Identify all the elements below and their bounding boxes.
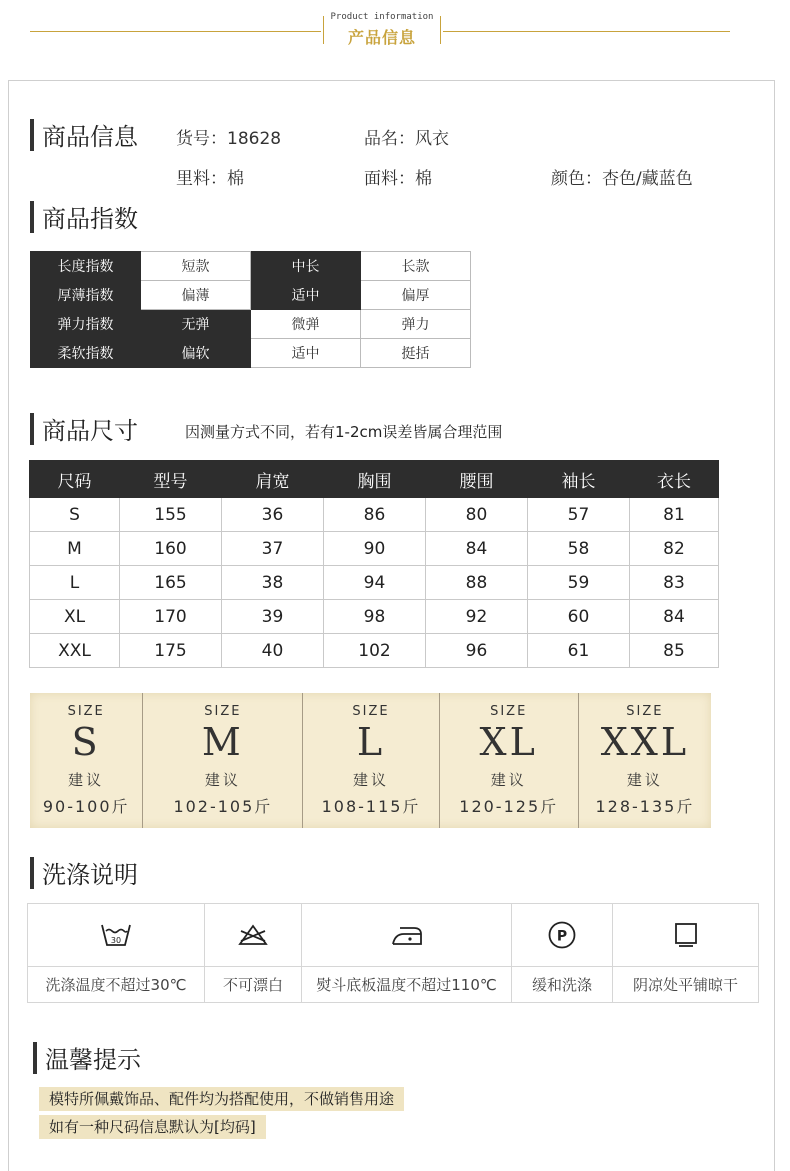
size-cell: 36 (222, 498, 324, 532)
size-cell: 160 (120, 532, 222, 566)
size-cell: M (30, 532, 120, 566)
size-cell: S (30, 498, 120, 532)
size-cell: XL (30, 600, 120, 634)
size-cell: 84 (426, 532, 528, 566)
header-bracket-right (440, 16, 441, 44)
dry-flat-cell (613, 904, 759, 967)
index-option: 偏软 (141, 339, 251, 368)
dry-flat-icon (672, 921, 700, 949)
fabric-material: 面料：棉 (364, 169, 432, 189)
size-letter: L (356, 720, 386, 764)
suggest-label: 建议 (490, 771, 527, 789)
size-cell: XXL (30, 634, 120, 668)
wash-instruction-text: 缓和洗涤 (512, 967, 613, 1003)
size-cell: 59 (528, 566, 630, 600)
index-option: 短款 (141, 252, 251, 281)
wash-cell (28, 904, 205, 967)
size-cell: 80 (426, 498, 528, 532)
size-label: SIZE (204, 704, 242, 719)
size-label: SIZE (490, 704, 528, 719)
size-cell: 84 (630, 600, 719, 634)
size-label: SIZE (67, 704, 105, 719)
size-cell: 170 (120, 600, 222, 634)
wash-instruction-text: 不可漂白 (205, 967, 302, 1003)
size-cell: 86 (324, 498, 426, 532)
header-english: Product information (330, 12, 434, 22)
size-cell: 90 (324, 532, 426, 566)
svg-text:30: 30 (110, 936, 122, 945)
size-cell: 37 (222, 532, 324, 566)
index-option: 微弹 (251, 310, 361, 339)
index-option: 无弹 (141, 310, 251, 339)
size-suggestion (142, 693, 302, 828)
size-suggestion (30, 693, 142, 828)
size-cell: 39 (222, 600, 324, 634)
no-bleach-cell (205, 904, 302, 967)
size-column-header: 袖长 (528, 461, 630, 498)
size-cell: 96 (426, 634, 528, 668)
size-cell: 81 (630, 498, 719, 532)
index-option: 中长 (251, 252, 361, 281)
index-option: 长款 (361, 252, 471, 281)
index-row (31, 339, 471, 368)
index-heading: 商品指数 (30, 199, 138, 234)
wash-heading: 洗涤说明 (30, 855, 138, 890)
index-label: 长度指数 (31, 252, 141, 281)
size-cell: 92 (426, 600, 528, 634)
size-cell: 82 (630, 532, 719, 566)
size-suggestion (578, 693, 711, 828)
table-row (30, 600, 719, 634)
product-name: 品名：风衣 (364, 129, 449, 149)
product-info-heading: 商品信息 (30, 117, 138, 152)
tip-line-2: 如有一种尺码信息默认为[均码] (39, 1115, 266, 1139)
index-row (31, 252, 471, 281)
size-label: SIZE (352, 704, 390, 719)
size-cell: 94 (324, 566, 426, 600)
size-table (29, 460, 719, 668)
size-cell: 98 (324, 600, 426, 634)
weight-range: 120-125斤 (459, 797, 559, 816)
size-column-header: 胸围 (324, 461, 426, 498)
dry-clean-p-icon (547, 920, 577, 950)
page-header (0, 0, 790, 70)
iron-cell (302, 904, 512, 967)
suggest-label: 建议 (353, 771, 390, 789)
size-cell: 60 (528, 600, 630, 634)
size-suggestion (302, 693, 438, 828)
size-suggestion (439, 693, 578, 828)
size-cell: 85 (630, 634, 719, 668)
index-option: 适中 (251, 339, 361, 368)
weight-range: 128-135斤 (595, 797, 695, 816)
wash-instruction-text: 阴凉处平铺晾干 (613, 967, 759, 1003)
index-option: 挺括 (361, 339, 471, 368)
weight-range: 108-115斤 (321, 797, 421, 816)
table-row (30, 498, 719, 532)
size-cell: 38 (222, 566, 324, 600)
iron-icon (390, 922, 424, 948)
item-number: 货号：18628 (176, 129, 282, 149)
index-label: 柔软指数 (31, 339, 141, 368)
gentle-wash-cell (512, 904, 613, 967)
suggest-label: 建议 (626, 771, 663, 789)
size-cell: 57 (528, 498, 630, 532)
header-divider-right (443, 31, 730, 32)
size-column-header: 衣长 (630, 461, 719, 498)
index-option: 偏厚 (361, 281, 471, 310)
wash-instruction-text: 熨斗底板温度不超过110℃ (302, 967, 512, 1003)
header-title: 产品信息 (347, 28, 416, 47)
size-cell: L (30, 566, 120, 600)
index-option: 适中 (251, 281, 361, 310)
size-cell: 40 (222, 634, 324, 668)
size-letter: S (71, 720, 101, 764)
wash-instructions-table (27, 903, 759, 1003)
size-cell: 83 (630, 566, 719, 600)
size-cell: 58 (528, 532, 630, 566)
size-letter: M (201, 720, 244, 764)
size-column-header: 肩宽 (222, 461, 324, 498)
size-cell: 88 (426, 566, 528, 600)
weight-range: 90-100斤 (42, 797, 130, 816)
index-row (31, 281, 471, 310)
size-label: SIZE (626, 704, 664, 719)
wash-tub-icon (100, 922, 132, 948)
suggest-label: 建议 (68, 771, 105, 789)
suggest-label: 建议 (204, 771, 241, 789)
index-label: 弹力指数 (31, 310, 141, 339)
lining-material: 里料：棉 (176, 169, 244, 189)
index-option: 弹力 (361, 310, 471, 339)
header-divider-left (30, 31, 321, 32)
tip-line-1: 模特所佩戴饰品、配件均为搭配使用，不做销售用途 (39, 1087, 404, 1111)
size-suggestion-band (30, 693, 711, 828)
size-column-header: 型号 (120, 461, 222, 498)
svg-text:P: P (556, 928, 568, 945)
product-color: 颜色：杏色/藏蓝色 (551, 169, 693, 189)
table-row (30, 634, 719, 668)
weight-range: 102-105斤 (173, 797, 273, 816)
wash-instruction-text: 洗涤温度不超过30℃ (28, 967, 205, 1003)
index-option: 偏薄 (141, 281, 251, 310)
table-row (30, 566, 719, 600)
size-column-header: 尺码 (30, 461, 120, 498)
size-letter: XXL (600, 720, 690, 764)
no-bleach-icon (237, 922, 269, 948)
tips-heading: 温馨提示 (33, 1040, 141, 1075)
size-letter: XL (479, 720, 538, 764)
size-note: 因测量方式不同，若有1-2cm误差皆属合理范围 (185, 423, 503, 441)
size-cell: 175 (120, 634, 222, 668)
size-cell: 165 (120, 566, 222, 600)
size-cell: 102 (324, 634, 426, 668)
table-row (30, 532, 719, 566)
index-table (30, 251, 471, 368)
size-cell: 155 (120, 498, 222, 532)
size-heading: 商品尺寸 (30, 411, 138, 446)
index-row (31, 310, 471, 339)
size-cell: 61 (528, 634, 630, 668)
index-label: 厚薄指数 (31, 281, 141, 310)
size-column-header: 腰围 (426, 461, 528, 498)
